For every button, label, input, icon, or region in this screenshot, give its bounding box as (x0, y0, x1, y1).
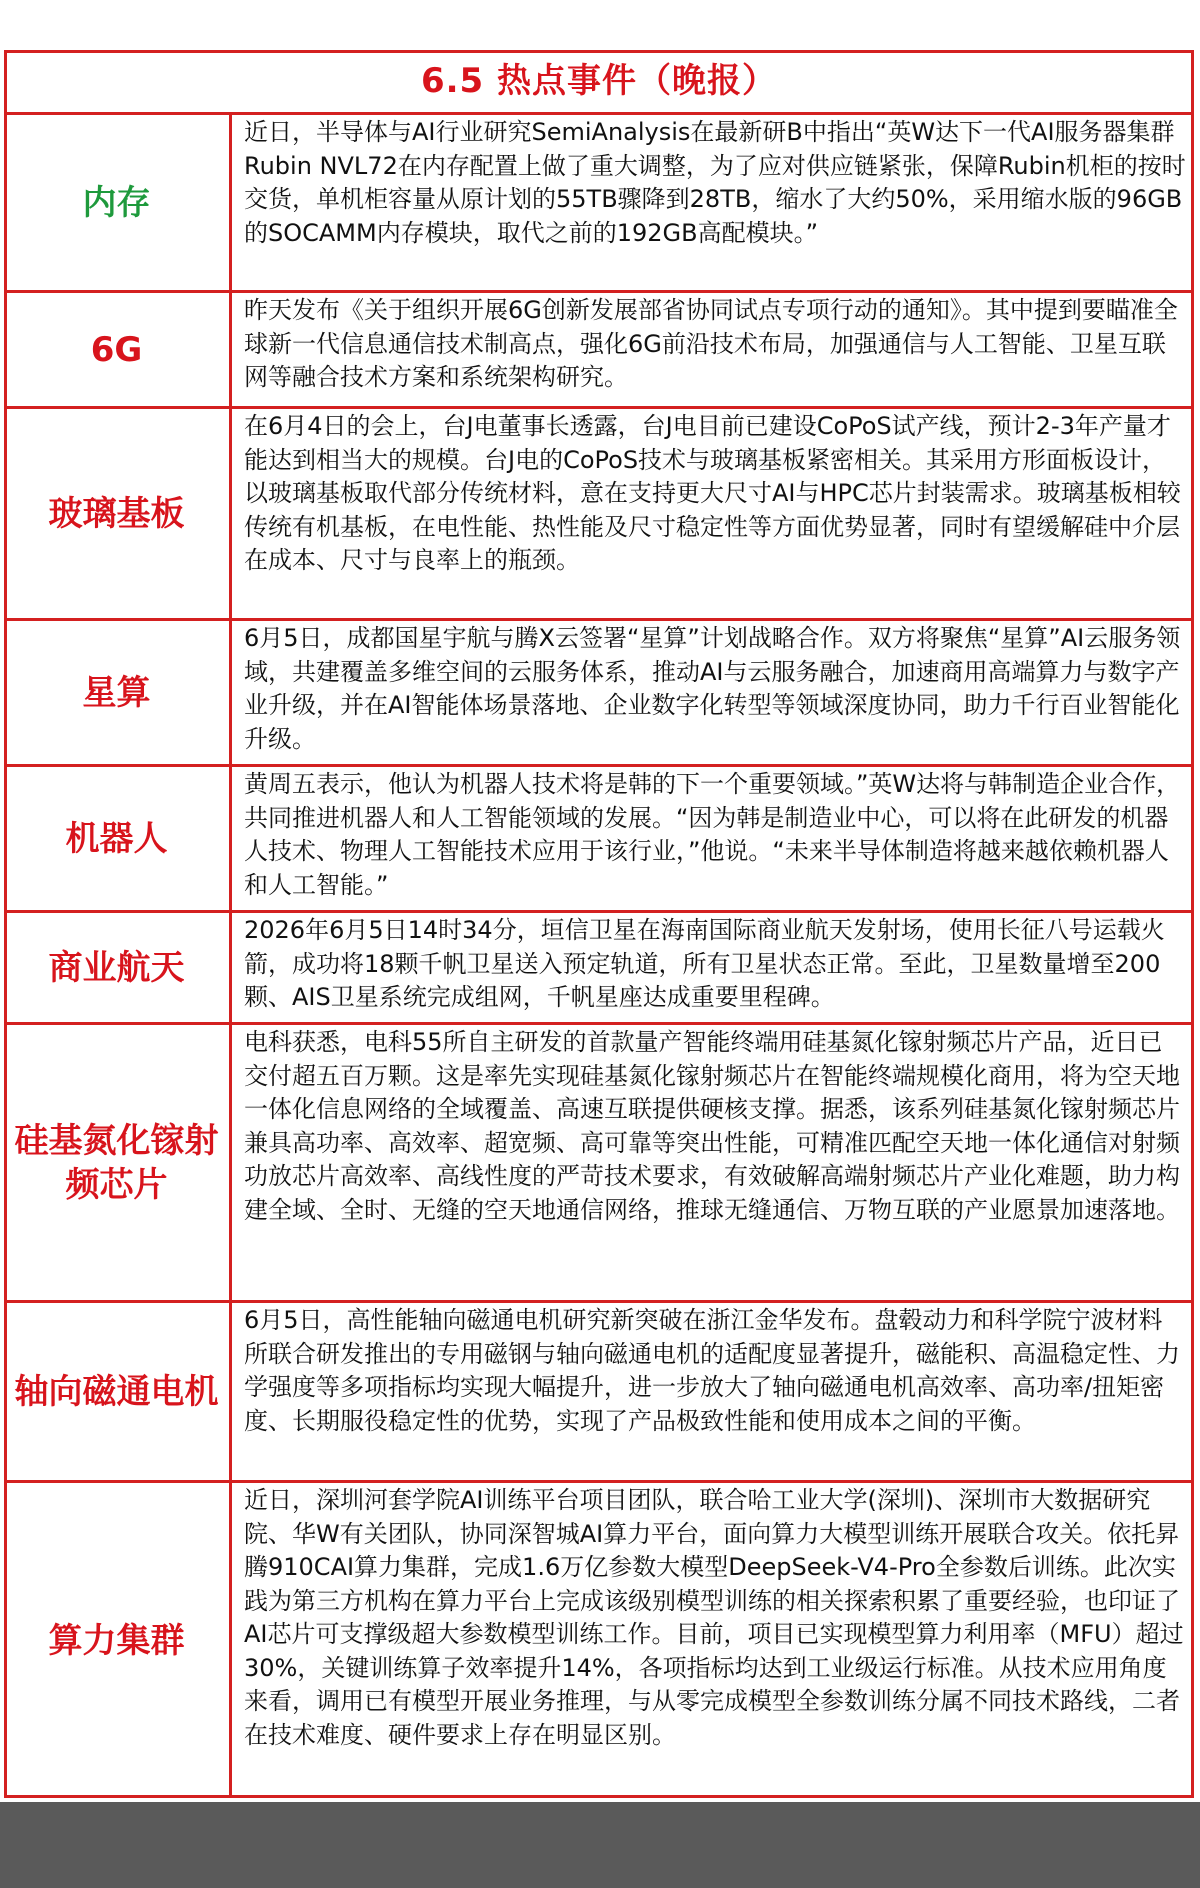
table-row-compute-cluster (4, 1480, 1194, 1798)
row-label: 硅基氮化镓射频芯片 (4, 1025, 232, 1300)
page-title: 6.5 热点事件（晚报） (420, 61, 778, 101)
row-text: 在6月4日的会上，台J电董事长透露，台J电目前已建设CoPoS试产线，预计2-3年产量才能达到相当大的规模。台J电的CoPoS技术与玻璃基板紧密相关。其采用方形面板设计，以玻璃基板取代部分传统材料，意在支持更大尺寸AI与HPC芯片封装需求。玻璃基板相较传统有机基板，在电性能、热性能及尺寸稳定性等方面优势显著，同时有望缓解硅中介层在成本、尺寸与良率上的瓶颈。 (244, 412, 1181, 574)
table-row-axial-flux-motor (4, 1300, 1194, 1480)
row-text: 2026年6月5日14时34分，垣信卫星在海南国际商业航天发射场，使用长征八号运载火箭，成功将18颗千帆卫星送入预定轨道，所有卫星状态正常。至此，卫星数量增至200颗、AIS卫星系统完成组网，千帆星座达成重要里程碑。 (244, 916, 1165, 1011)
table-row-memory (4, 112, 1194, 290)
row-text: 黄周五表示，他认为机器人技术将是韩的下一个重要领域。”英W达将与韩制造企业合作，共同推进机器人和人工智能领域的发展。“因为韩是制造业中心，可以将在此研发的机器人技术、物理人工智能技术应用于该行业，”他说。“未来半导体制造将越来越依赖机器人和人工智能。” (244, 770, 1181, 899)
table-row-commercial-space (4, 910, 1194, 1022)
row-text: 6月5日，成都国星宇航与腾X云签署“星算”计划战略合作。双方将聚焦“星算”AI云服务领域，共建覆盖多维空间的云服务体系，推动AI与云服务融合，加速商用高端算力与数字产业升级，并在AI智能体场景落地、企业数字化转型等领域深度协同，助力千行百业智能化升级。 (244, 624, 1181, 753)
table-row-glass-substrate (4, 406, 1194, 618)
row-text: 6月5日，高性能轴向磁通电机研究新突破在浙江金华发布。盘毂动力和科学院宁波材料所联合研发推出的专用磁钢与轴向磁通电机的适配度显著提升，磁能积、高温稳定性、力学强度等多项指标均实现大幅提升，进一步放大了轴向磁通电机高效率、高功率/扭矩密度、长期服役稳定性的优势，实现了产品极致性能和使用成本之间的平衡。 (244, 1306, 1180, 1435)
row-label: 玻璃基板 (4, 409, 232, 618)
row-label: 星算 (4, 621, 232, 764)
row-label: 算力集群 (4, 1483, 232, 1798)
table-row-robot (4, 764, 1194, 910)
row-label: 轴向磁通电机 (4, 1303, 232, 1480)
row-label: 内存 (4, 115, 232, 290)
row-text: 昨天发布《关于组织开展6G创新发展部省协同试点专项行动的通知》。其中提到要瞄准全球新一代信息通信技术制高点，强化6G前沿技术布局，加强通信与人工智能、卫星互联网等融合技术方案和系统架构研究。 (244, 296, 1178, 391)
row-label: 商业航天 (4, 913, 232, 1022)
row-label: 6G (4, 293, 232, 406)
table-row-star-compute (4, 618, 1194, 764)
table-row-gan-rf-chip (4, 1022, 1194, 1300)
row-text: 电科获悉，电科55所自主研发的首款量产智能终端用硅基氮化镓射频芯片产品，近日已交付超五百万颗。这是率先实现硅基氮化镓射频芯片在智能终端规模化商用，将为空天地一体化信息网络的全域覆盖、高速互联提供硬核支撑。据悉，该系列硅基氮化镓射频芯片兼具高功率、高效率、超宽频、高可靠等突出性能，可精准匹配空天地一体化通信对射频功放芯片高效率、高线性度的严苛技术要求，有效破解高端射频芯片产业化难题，助力构建全域、全时、无缝的空天地通信网络，推球无缝通信、万物互联的产业愿景加速落地。 (244, 1028, 1180, 1224)
row-label: 机器人 (4, 767, 232, 910)
row-text: 近日，半导体与AI行业研究SemiAnalysis在最新研B中指出“英W达下一代AI服务器集群Rubin NVL72在内存配置上做了重大调整，为了应对供应链紧张，保障Rubin机柜的按时交货，单机柜容量从原计划的55TB骤降到28TB，缩水了大约50%，采用缩水版的96GB的SOCAMM内存模块，取代之前的192GB高配模块。” (244, 118, 1186, 247)
table-row-6g (4, 290, 1194, 406)
row-text: 近日，深圳河套学院AI训练平台项目团队，联合哈工业大学(深圳)、深圳市大数据研究院、华W有关团队，协同深智城AI算力平台，面向算力大模型训练开展联合攻关。依托昇腾910CAI算力集群，完成1.6万亿参数大模型DeepSeek-V4-Pro全参数后训练。此次实践为第三方机构在算力平台上完成该级别模型训练的相关探索积累了重要经验，也印证了AI芯片可支撑级超大参数模型训练工作。目前，项目已实现模型算力利用率（MFU）超过30%，关键训练算子效率提升14%，各项指标均达到工业级运行标准。从技术应用角度来看，调用已有模型开展业务推理，与从零完成模型全参数训练分属不同技术路线，二者在技术难度、硬件要求上存在明显区别。 (244, 1486, 1184, 1749)
